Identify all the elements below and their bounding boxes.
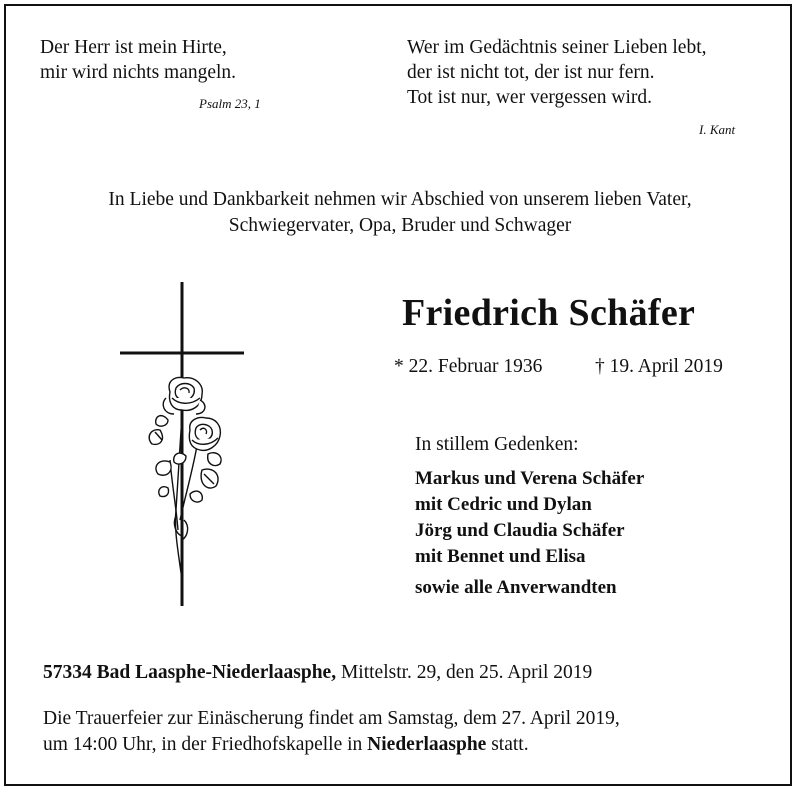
mourner-line: mit Bennet und Elisa <box>415 546 586 567</box>
quote-right-line: Tot ist nur, wer vergessen wird. <box>407 87 652 108</box>
location-place: 57334 Bad Laasphe-Niederlaasphe, <box>43 662 337 683</box>
ceremony-time-text: um 14:00 Uhr, in der Friedhofskapelle in <box>43 734 368 755</box>
death-date: † 19. April 2019 <box>595 356 723 377</box>
mourner-line: Jörg und Claudia Schäfer <box>415 520 625 541</box>
ceremony-place: Niederlaasphe <box>367 734 487 755</box>
mourners-heading: In stillem Gedenken: <box>415 434 579 455</box>
deceased-name: Friedrich Schäfer <box>402 292 696 334</box>
quote-right-citation: I. Kant <box>699 122 736 137</box>
location-address-date: Mittelstr. 29, den 25. April 2019 <box>336 662 593 683</box>
quote-left-line: Der Herr ist mein Hirte, <box>40 37 227 58</box>
mourner-line: sowie alle Anverwandten <box>415 577 617 598</box>
cross-icon <box>120 282 244 606</box>
quote-right-line: Wer im Gedächtnis seiner Lieben lebt, <box>407 37 707 58</box>
quote-left <box>40 35 236 85</box>
intro-text <box>20 187 780 239</box>
quote-right <box>407 35 707 110</box>
mourners-list <box>415 466 644 601</box>
ceremony-end-text: statt. <box>486 734 529 755</box>
intro-line: Schwiegervater, Opa, Bruder und Schwager <box>228 215 572 236</box>
location-line <box>43 660 592 686</box>
mourner-line: mit Cedric und Dylan <box>415 494 592 515</box>
roses-icon <box>149 378 221 580</box>
ceremony-line: Die Trauerfeier zur Einäscherung findet am Samstag, dem 27. April 2019, <box>43 708 620 729</box>
intro-line: In Liebe und Dankbarkeit nehmen wir Abschied von unserem lieben Vater, <box>108 189 692 210</box>
cross-with-roses-illustration <box>110 280 255 610</box>
quote-right-line: der ist nicht tot, der ist nur fern. <box>407 62 655 83</box>
birth-date: * 22. Februar 1936 <box>394 356 543 377</box>
quote-left-line: mir wird nichts mangeln. <box>40 62 237 83</box>
quote-left-citation: Psalm 23, 1 <box>199 96 261 111</box>
ceremony-text <box>43 706 620 758</box>
ceremony-line <box>43 732 620 758</box>
mourner-line: Markus und Verena Schäfer <box>415 468 645 489</box>
